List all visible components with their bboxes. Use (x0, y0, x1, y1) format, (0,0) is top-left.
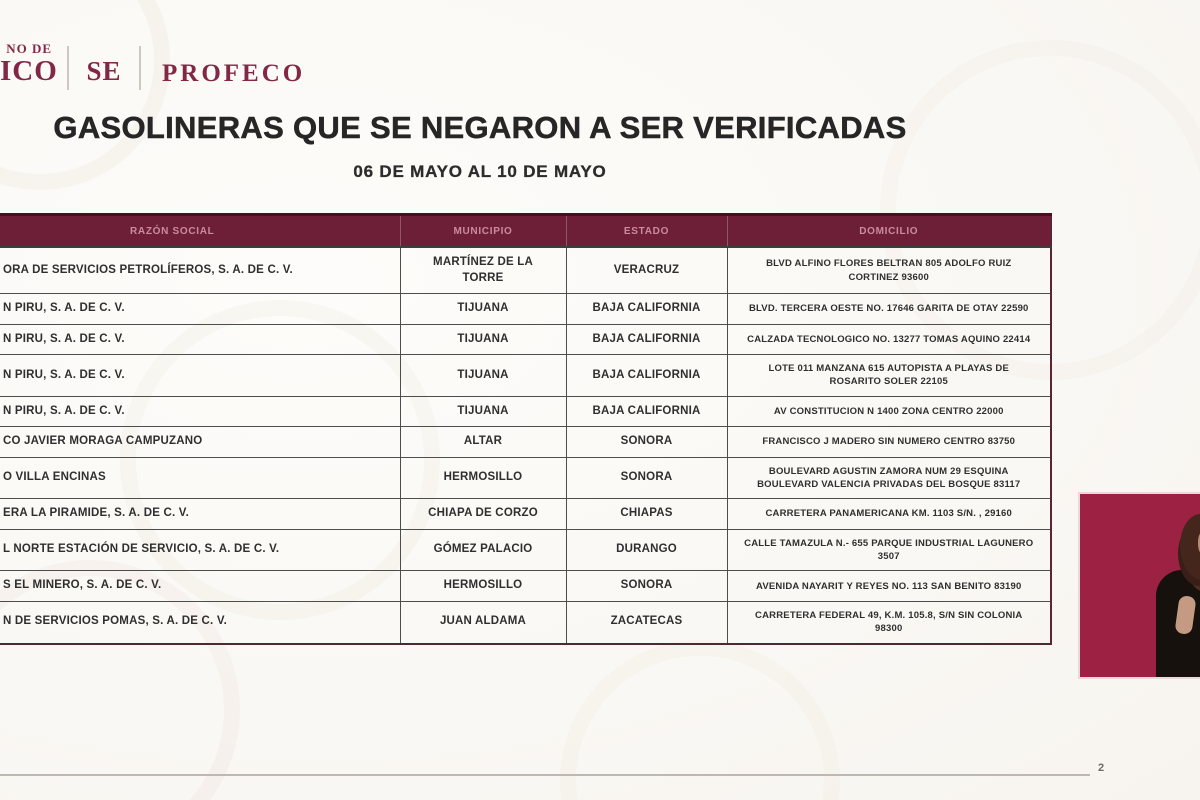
cell-municipio: HERMOSILLO (400, 571, 566, 602)
table-row (0, 529, 1051, 571)
cell-razon-social: N PIRU, S. A. DE C. V. (0, 324, 400, 355)
cell-domicilio: AV CONSTITUCION N 1400 ZONA CENTRO 22000 (727, 396, 1051, 427)
cell-razon-social: O VILLA ENCINAS (0, 457, 400, 499)
cell-municipio: GÓMEZ PALACIO (400, 529, 566, 571)
cell-domicilio: LOTE 011 MANZANA 615 AUTOPISTA A PLAYAS DE ROSARITO SOLER 22105 (727, 355, 1051, 397)
cell-razon-social: N DE SERVICIOS POMAS, S. A. DE C. V. (0, 601, 400, 643)
cell-municipio: TIJUANA (400, 324, 566, 355)
column-header-municipio: MUNICIPIO (400, 215, 566, 248)
cell-razon-social: N PIRU, S. A. DE C. V. (0, 294, 400, 325)
cell-domicilio: FRANCISCO J MADERO SIN NUMERO CENTRO 83750 (727, 427, 1051, 458)
slide-subtitle: 06 DE MAYO AL 10 DE MAYO (353, 162, 607, 181)
logo-text-fragment: NO DE (6, 41, 52, 56)
page-number: 2 (1098, 762, 1105, 774)
table-row (0, 396, 1051, 427)
slide-title: GASOLINERAS QUE SE NEGARON A SER VERIFICADAS (53, 110, 907, 145)
cell-domicilio: CALLE TAMAZULA N.- 655 PARQUE INDUSTRIAL LAGUNERO 3507 (727, 529, 1051, 571)
column-header-estado: ESTADO (566, 215, 727, 248)
table-row (0, 571, 1051, 602)
se-logo: SE (86, 56, 122, 86)
cell-razon-social: N PIRU, S. A. DE C. V. (0, 396, 400, 427)
logo-text-fragment: ICO (0, 55, 58, 87)
table-row (0, 499, 1051, 530)
cell-estado: BAJA CALIFORNIA (566, 396, 727, 427)
cell-municipio: ALTAR (400, 427, 566, 458)
cell-domicilio: CARRETERA PANAMERICANA KM. 1103 S/N. , 29160 (727, 499, 1051, 530)
cell-municipio: JUAN ALDAMA (400, 601, 566, 643)
cell-razon-social: CO JAVIER MORAGA CAMPUZANO (0, 427, 400, 458)
cell-municipio: TIJUANA (400, 396, 566, 427)
column-header-domicilio: DOMICILIO (727, 215, 1051, 248)
cell-municipio: MARTÍNEZ DE LA TORRE (400, 247, 566, 294)
column-header-razon-social: RAZÓN SOCIAL (0, 215, 400, 248)
gas-stations-table (0, 213, 1052, 645)
logo-divider (67, 46, 69, 90)
cell-razon-social: L NORTE ESTACIÓN DE SERVICIO, S. A. DE C. V. (0, 529, 400, 571)
table-body (0, 247, 1051, 644)
cell-domicilio: BOULEVARD AGUSTIN ZAMORA NUM 29 ESQUINA BOULEVARD VALENCIA PRIVADAS DEL BOSQUE 83117 (727, 457, 1051, 499)
footer-divider-line (0, 774, 1090, 776)
cell-estado: VERACRUZ (566, 247, 727, 294)
cell-estado: SONORA (566, 457, 727, 499)
cell-domicilio: AVENIDA NAYARIT Y REYES NO. 113 SAN BENITO 83190 (727, 571, 1051, 602)
cell-estado: ZACATECAS (566, 601, 727, 643)
cell-razon-social: S EL MINERO, S. A. DE C. V. (0, 571, 400, 602)
background-watermark (560, 640, 840, 800)
cell-estado: SONORA (566, 571, 727, 602)
sign-language-interpreter-video (1078, 492, 1200, 679)
table-row (0, 457, 1051, 499)
cell-municipio: HERMOSILLO (400, 457, 566, 499)
cell-razon-social: N PIRU, S. A. DE C. V. (0, 355, 400, 397)
profeco-logo: PROFECO (162, 60, 306, 87)
cell-razon-social: ERA LA PIRAMIDE, S. A. DE C. V. (0, 499, 400, 530)
cell-razon-social: ORA DE SERVICIOS PETROLÍFEROS, S. A. DE C. V. (0, 247, 400, 294)
table-row (0, 355, 1051, 397)
cell-municipio: TIJUANA (400, 355, 566, 397)
cell-domicilio: BLVD. TERCERA OESTE NO. 17646 GARITA DE OTAY 22590 (727, 294, 1051, 325)
cell-municipio: TIJUANA (400, 294, 566, 325)
table-header-row (0, 215, 1051, 248)
table-row (0, 324, 1051, 355)
cell-estado: BAJA CALIFORNIA (566, 294, 727, 325)
table-row (0, 427, 1051, 458)
table-row (0, 294, 1051, 325)
cell-estado: BAJA CALIFORNIA (566, 324, 727, 355)
table-row (0, 601, 1051, 643)
table-row (0, 247, 1051, 294)
cell-domicilio: CARRETERA FEDERAL 49, K.M. 105.8, S/N SIN COLONIA 98300 (727, 601, 1051, 643)
logo-divider (139, 46, 141, 90)
cell-estado: DURANGO (566, 529, 727, 571)
gobierno-de-mexico-logo-partial (0, 41, 58, 87)
cell-estado: CHIAPAS (566, 499, 727, 530)
cell-domicilio: BLVD ALFINO FLORES BELTRAN 805 ADOLFO RUIZ CORTINEZ 93600 (727, 247, 1051, 294)
cell-estado: SONORA (566, 427, 727, 458)
cell-estado: BAJA CALIFORNIA (566, 355, 727, 397)
cell-domicilio: CALZADA TECNOLOGICO NO. 13277 TOMAS AQUINO 22414 (727, 324, 1051, 355)
cell-municipio: CHIAPA DE CORZO (400, 499, 566, 530)
